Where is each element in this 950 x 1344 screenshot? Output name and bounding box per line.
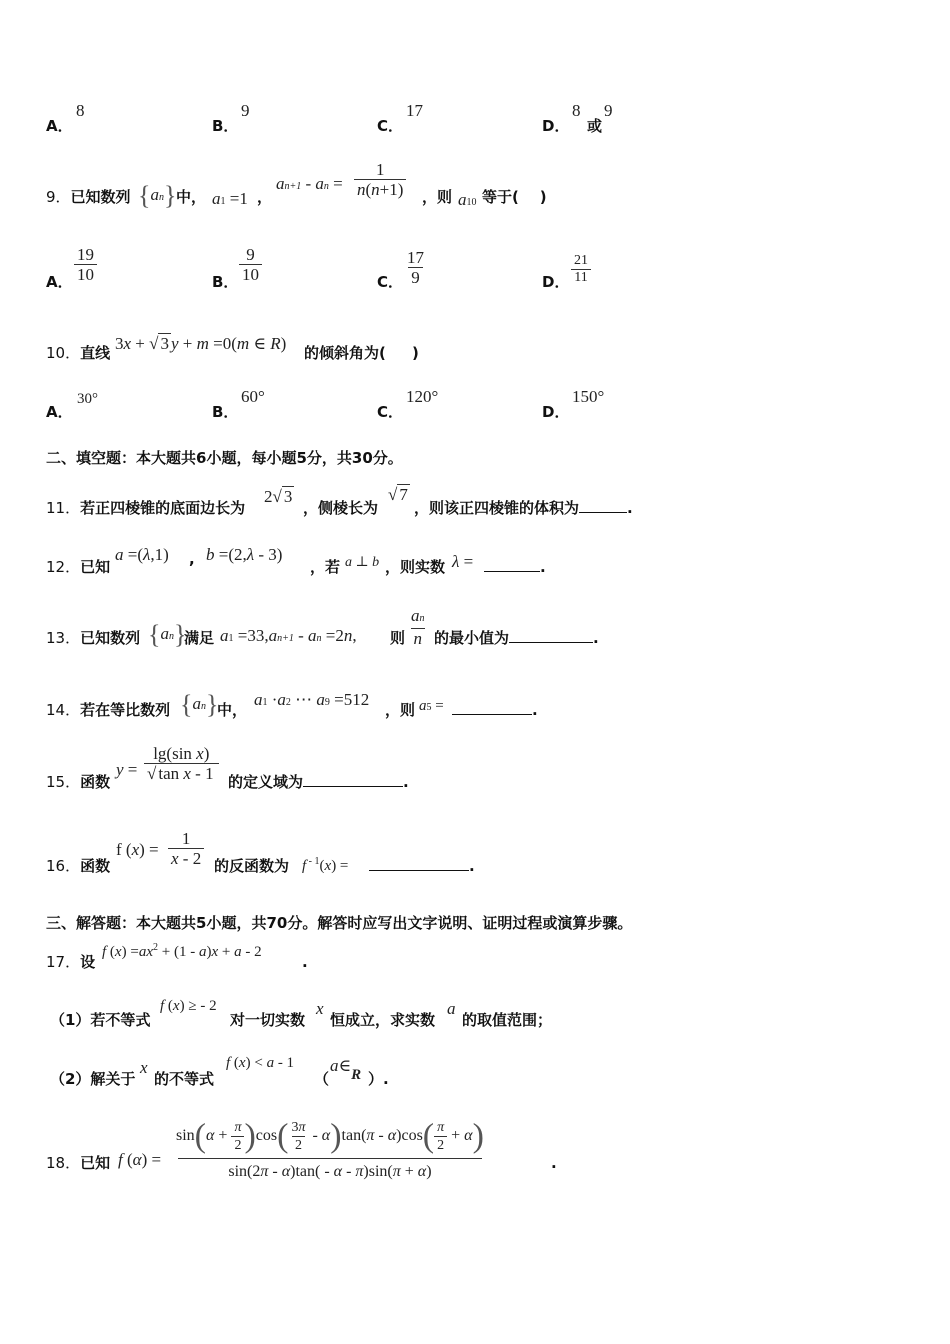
q14-a5: a5 = — [419, 698, 444, 714]
q16-line — [46, 856, 110, 876]
q10-option-b-value: 60° — [241, 387, 265, 406]
q14-then: ，则 — [385, 701, 416, 719]
q9-a10: a10 — [458, 190, 477, 209]
q16-inverse: 的反函数为 — [214, 857, 290, 875]
q16-answer-blank[interactable] — [369, 856, 469, 871]
q15-function: $\frac{\text{lg(sin x)}}{\text{√ tan x - 1}}$ — [144, 744, 219, 783]
q8-option-a: A． — [46, 117, 73, 135]
q17-text1: 设 — [80, 953, 96, 971]
q13-then: 则 — [390, 629, 406, 647]
q17-number: 17． — [46, 953, 81, 971]
q13-seq-an: {an} — [148, 620, 187, 650]
q10-text: 直线 — [80, 344, 111, 362]
q17-part2-open: （ — [314, 1070, 330, 1088]
q18-number: 18． — [46, 1154, 81, 1172]
q16-finv: f $^{- 1}$(x) = — [302, 856, 349, 874]
q11-answer-blank[interactable] — [579, 498, 627, 513]
q10-equation: 3x + √ 3 y + m =0(m ∈ R) — [115, 334, 287, 353]
q11-number: 11． — [46, 499, 81, 517]
q13-condition: a1 =33,an+1 - an =2n, — [220, 626, 357, 645]
q12-comma: , — [189, 550, 195, 568]
q9-equals: 等于( ) — [482, 188, 547, 206]
q11-text2: ，侧棱长为 — [303, 499, 379, 517]
q11-line — [46, 498, 245, 518]
q17-part2-x: x — [140, 1058, 148, 1077]
q17-part2-label: （2）解关于 — [50, 1070, 136, 1088]
q9-option-b: B． — [212, 273, 239, 291]
q12-vector-a: a =(λ,1) — [115, 545, 169, 564]
q9-option-a-frac: $\frac{19}{10}$ — [74, 245, 97, 284]
q14-zhong: 中， — [217, 701, 248, 719]
q8-option-b-value: 9 — [241, 101, 250, 120]
q17-part2-close: ）. — [368, 1070, 389, 1088]
q14-seq-an: {an} — [180, 690, 219, 720]
q9-option-c: C． — [377, 273, 404, 291]
q17-part2-ineq: f (x) < a - 1 — [226, 1055, 295, 1071]
q15-text1: 函数 — [80, 773, 111, 791]
q14-answer: . — [452, 700, 538, 720]
q12-number: 12． — [46, 558, 81, 576]
q18-text1: 已知 — [80, 1154, 111, 1172]
q8-option-a-value: 8 — [76, 101, 85, 120]
q14-text1: 若在等比数列 — [80, 701, 171, 719]
q14-product: a1 ·a2 ⋯ a9 =512 — [254, 690, 370, 709]
q13-text1: 已知数列 — [80, 629, 141, 647]
q14-line — [46, 700, 170, 720]
q10-option-a: A． — [46, 403, 73, 421]
q10-option-c-value: 120° — [406, 387, 439, 406]
section2-title: 二、填空题：本大题共6小题，每小题5分，共30分。 — [46, 449, 403, 467]
q9-text-zhong: 中， — [176, 188, 207, 206]
q12-lambda: λ = — [452, 552, 474, 571]
q13-number: 13． — [46, 629, 81, 647]
q17-part1-label: （1）若不等式 — [50, 1011, 151, 1029]
q13-minimum: 的最小值为 . — [434, 629, 599, 647]
q11-text1: 若正四棱锥的底面边长为 — [80, 499, 246, 517]
q17-line — [46, 952, 95, 972]
q9-option-d: D． — [542, 273, 570, 291]
q13-answer-blank[interactable] — [509, 628, 593, 643]
q10-slope-text: 的倾斜角为( ) — [304, 344, 419, 362]
q15-line — [46, 772, 110, 792]
q8-option-c-value: 17 — [406, 101, 423, 120]
q17-part2-cond: a∈R — [330, 1056, 362, 1083]
q16-number: 16． — [46, 857, 81, 875]
q9-then: ，则 — [422, 188, 453, 206]
q17-part1-text4: 的取值范围； — [462, 1011, 553, 1029]
q17-part1-text3: 恒成立，求实数 — [330, 1011, 436, 1029]
q11-lateral-edge: √ 7 — [388, 485, 408, 504]
q15-domain: 的定义域为 . — [228, 773, 409, 791]
q17-part1-ineq: f (x) ≥ - 2 — [160, 998, 217, 1014]
q15-number: 15． — [46, 773, 81, 791]
q8-option-c: C． — [377, 117, 404, 135]
q11-base-edge: 2√ 3 — [264, 487, 293, 506]
q10-option-a-value: 30° — [77, 391, 98, 407]
q10-option-b: B． — [212, 403, 239, 421]
section3-title: 三、解答题：本大题共5小题，共70分。解答时应写出文字说明、证明过程或演算步骤。 — [46, 914, 633, 932]
q9-option-c-frac: $\frac{17}{9}$ — [407, 248, 424, 287]
q16-function: $\frac{1}{x - 2}$ — [168, 829, 204, 868]
q9-text: 已知数列 — [70, 188, 131, 206]
q8-option-b: B． — [212, 117, 239, 135]
q10-option-c: C． — [377, 403, 404, 421]
q9-seq-an: {an} — [138, 181, 177, 211]
q18-denominator: sin(2π - α)tan( - α - π)sin(π + α) — [178, 1158, 481, 1183]
q18-end: . — [551, 1154, 557, 1172]
q10-option-d-value: 150° — [572, 387, 605, 406]
q8-option-d-value1: 8 — [572, 101, 581, 120]
q9-line — [46, 187, 131, 207]
q8-option-d-value2: 9 — [604, 101, 613, 120]
q9-option-b-frac: $\frac{9}{10}$ — [239, 245, 262, 284]
q16-answer: . — [369, 856, 475, 876]
q9-fraction: $\frac{1}{n(n+1)}$ — [354, 160, 406, 199]
q18-expression — [172, 1114, 488, 1183]
q12-text1: 已知 — [80, 558, 111, 576]
q9-option-a: A． — [46, 273, 73, 291]
q12-answer-blank[interactable] — [484, 557, 540, 572]
q15-answer-blank[interactable] — [303, 772, 403, 787]
q16-text1: 函数 — [80, 857, 111, 875]
q16-fx: f (x) = — [116, 840, 159, 859]
q9-comma: ， — [257, 188, 273, 206]
q12-answer: . — [484, 557, 546, 577]
q12-vector-b: b =(2,λ - 3) — [206, 545, 283, 564]
q12-real: ，则实数 — [385, 558, 446, 576]
q9-a1: a1 =1 — [212, 189, 248, 208]
q14-answer-blank[interactable] — [452, 700, 532, 715]
q8-option-d-connector: 或 — [587, 117, 603, 135]
q15-y: y = — [116, 760, 138, 779]
q18-f-alpha: f (α) = — [118, 1150, 162, 1169]
q10-number: 10． — [46, 344, 81, 362]
q10-option-d: D． — [542, 403, 570, 421]
q17-part1-x: x — [316, 999, 324, 1018]
q9-recurrence: an+1 - an = — [276, 174, 343, 193]
q18-numerator: sin(α + $\frac{\pi}{2}$ )cos( $\frac{3\pi}{2}$ - α)tan(π - α)cos( $\frac{\pi}{2}$ + α) — [176, 1117, 484, 1155]
q17-function: f $(x) =ax^2 + (1 - a)x + a - 2$ — [102, 942, 262, 960]
q12-line — [46, 557, 110, 577]
q13-satisfy: 满足 — [184, 629, 215, 647]
q14-number: 14． — [46, 701, 81, 719]
q12-perp: a ⊥ b — [345, 555, 380, 570]
q17-part2-text2: 的不等式 — [154, 1070, 215, 1088]
q12-if: ，若 — [310, 558, 341, 576]
q13-ratio: $\frac{an}{n}$ — [411, 606, 425, 648]
q17-end: . — [302, 953, 308, 971]
q10-line — [46, 343, 110, 363]
q18-line — [46, 1153, 110, 1173]
q13-line — [46, 628, 140, 648]
q17-part1-text2: 对一切实数 — [230, 1011, 306, 1029]
q17-part1-a: a — [447, 999, 456, 1018]
q8-option-d: D． — [542, 117, 570, 135]
q11-text3: ，则该正四棱锥的体积为 . — [414, 499, 633, 517]
q9-option-d-frac: $\frac{21}{11}$ — [571, 253, 591, 286]
q9-number: 9． — [46, 188, 71, 206]
